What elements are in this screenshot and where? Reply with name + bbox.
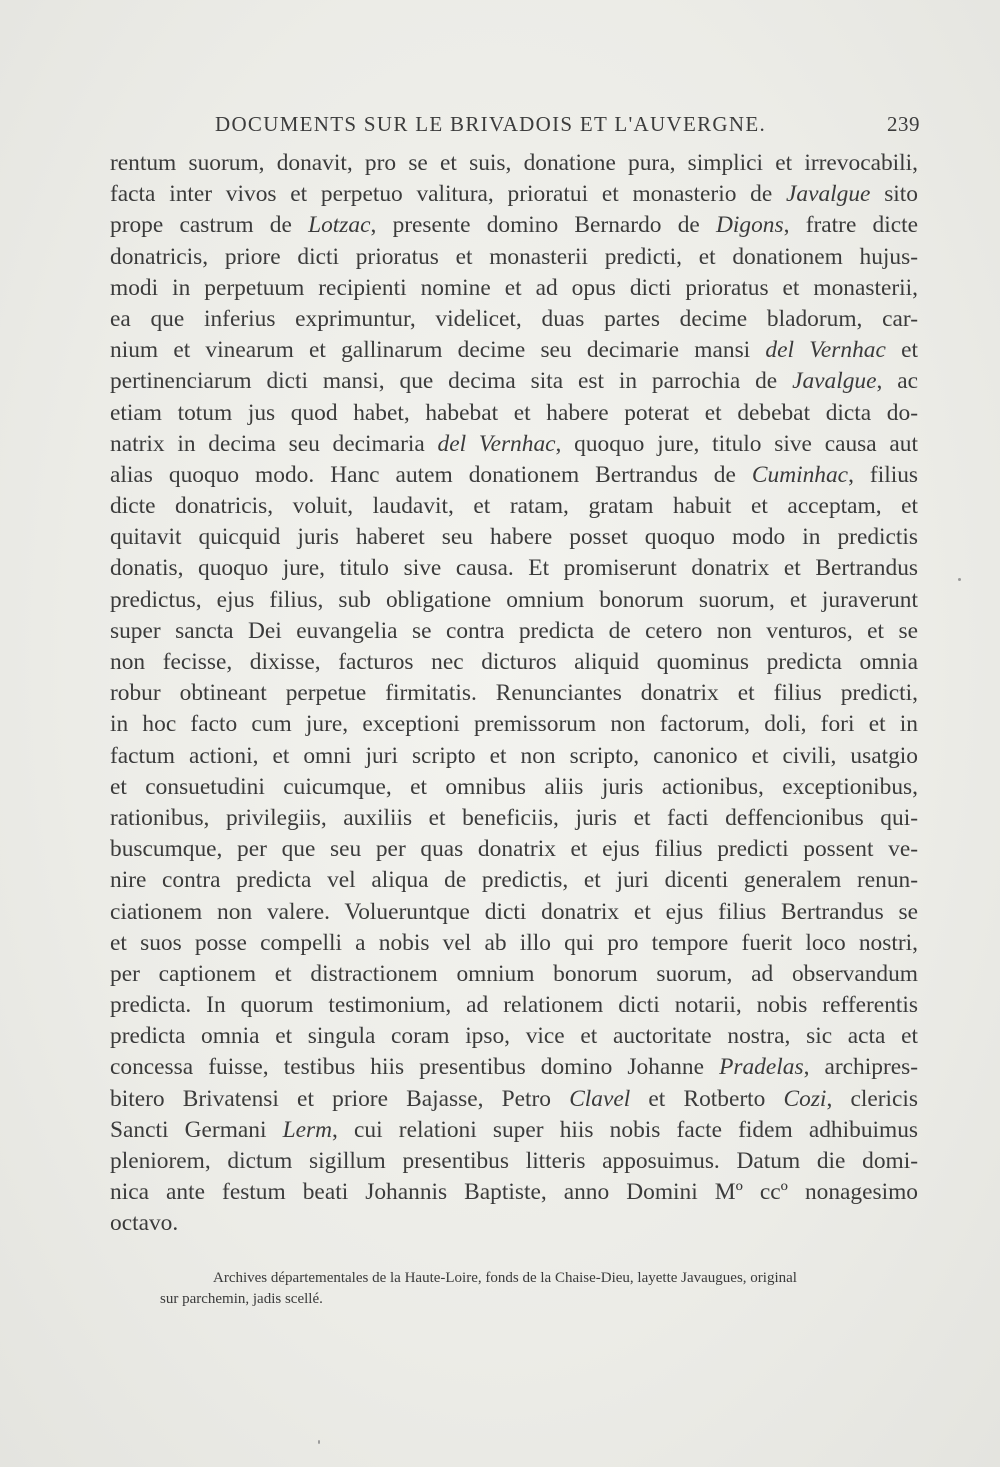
page-number: 239 — [887, 112, 920, 136]
text-line: robur obtineant perpetue firmitatis. Renunciantes donatrix et filius predicti, — [110, 680, 918, 707]
text-line: quitavit quicquid juris haberet seu habere posset quoquo modo in predictis — [110, 524, 918, 551]
text-line: nire contra predicta vel aliqua de predictis, et juri dicenti generalem renun- — [110, 867, 918, 894]
paper-speck — [958, 578, 961, 581]
text-line: Sancti Germani Lerm, cui relationi super hiis nobis facte fidem adhibuimus — [110, 1116, 919, 1143]
footnote-line: sur parchemin, jadis scellé. — [160, 1291, 323, 1307]
text-line: ea que inferius exprimuntur, videlicet, duas partes decime bladorum, car- — [110, 305, 918, 332]
footnote-line: Archives départementales de la Haute-Loire, fonds de la Chaise-Dieu, layette Javaugues, original — [213, 1270, 797, 1286]
text-line: et suos posse compelli a nobis vel ab illo qui pro tempore fuerit loco nostri, — [110, 929, 918, 956]
text-line: predicta omnia et singula coram ipso, vice et auctoritate nostra, sic acta et — [110, 1023, 918, 1050]
text-line: ciationem non valere. Volueruntque dicti donatrix et ejus filius Bertrandus se — [110, 898, 918, 925]
text-line: prope castrum de Lotzac, presente domino Bernardo de Digons, fratre dicte — [110, 212, 919, 239]
text-line: natrix in decima seu decimaria del Vernhac, quoquo jure, titulo sive causa aut — [110, 430, 918, 457]
text-line: rationibus, privilegiis, auxiliis et beneficiis, juris et facti deffencionibus qui- — [110, 804, 918, 831]
text-line: pleniorem, dictum sigillum presentibus litteris apposuimus. Datum die domi- — [110, 1148, 918, 1174]
text-line: per captionem et distractionem omnium bonorum suorum, ad observandum — [110, 960, 918, 987]
text-line: predictus, ejus filius, sub obligatione omnium bonorum suorum, et juraverunt — [110, 586, 918, 613]
text-line: octavo. — [110, 1210, 179, 1237]
paper-speck — [318, 1440, 320, 1444]
text-line: donatricis, priore dicti prioratus et monasterii predicti, et donationem hujus- — [110, 243, 918, 270]
text-line: factum actioni, et omni juri scripto et non scripto, canonico et civili, usatgio — [110, 742, 918, 769]
running-head-title: DOCUMENTS SUR LE BRIVADOIS ET L'AUVERGNE. — [215, 112, 766, 136]
text-line: pertinenciarum dicti mansi, que decima sita est in parrochia de Javalgue, ac — [110, 368, 918, 395]
text-line: buscumque, per que seu per quas donatrix et ejus filius predicti possent ve- — [110, 836, 918, 863]
text-line: super sancta Dei euvangelia se contra predicta de cetero non venturos, et se — [110, 617, 918, 644]
text-line: bitero Brivatensi et priore Bajasse, Petro Clavel et Rotberto Cozi, clericis — [110, 1085, 918, 1112]
text-line: facta inter vivos et perpetuo valitura, prioratui et monasterio de Javalgue sito — [110, 181, 918, 208]
source-footnote — [110, 1268, 920, 1310]
text-line: dicte donatricis, voluit, laudavit, et ratam, gratam habuit et acceptam, et — [110, 493, 918, 520]
running-head — [215, 112, 920, 140]
text-line: non fecisse, dixisse, facturos nec dicturos aliquid quominus predicta omnia — [110, 649, 918, 675]
text-line: modi in perpetuum recipienti nomine et ad opus dicti prioratus et monasterii, — [110, 274, 918, 301]
text-line: et consuetudini cuicumque, et omnibus aliis juris actionibus, exceptionibus, — [110, 773, 918, 800]
text-line: nium et vinearum et gallinarum decime seu decimarie mansi del Vernhac et — [110, 337, 918, 364]
text-line: alias quoquo modo. Hanc autem donationem Bertrandus de Cuminhac, filius — [110, 461, 919, 488]
body-text — [110, 148, 918, 1240]
text-line: donatis, quoquo jure, titulo sive causa. Et promiserunt donatrix et Bertrandus — [110, 555, 918, 582]
text-line: concessa fuisse, testibus hiis presentibus domino Johanne Pradelas, archipres- — [110, 1054, 919, 1081]
text-line: predicta. In quorum testimonium, ad relationem dicti notarii, nobis refferentis — [110, 992, 918, 1019]
text-line: rentum suorum, donavit, pro se et suis, donatione pura, simplici et irrevocabili, — [110, 150, 918, 176]
text-line: etiam totum jus quod habet, habebat et habere poterat et debebat dicta do- — [110, 399, 918, 426]
text-line: in hoc facto cum jure, exceptioni premissorum non factorum, doli, fori et in — [110, 711, 918, 738]
text-line: nica ante festum beati Johannis Baptiste, anno Domini Mº ccº nonagesimo — [110, 1179, 918, 1206]
